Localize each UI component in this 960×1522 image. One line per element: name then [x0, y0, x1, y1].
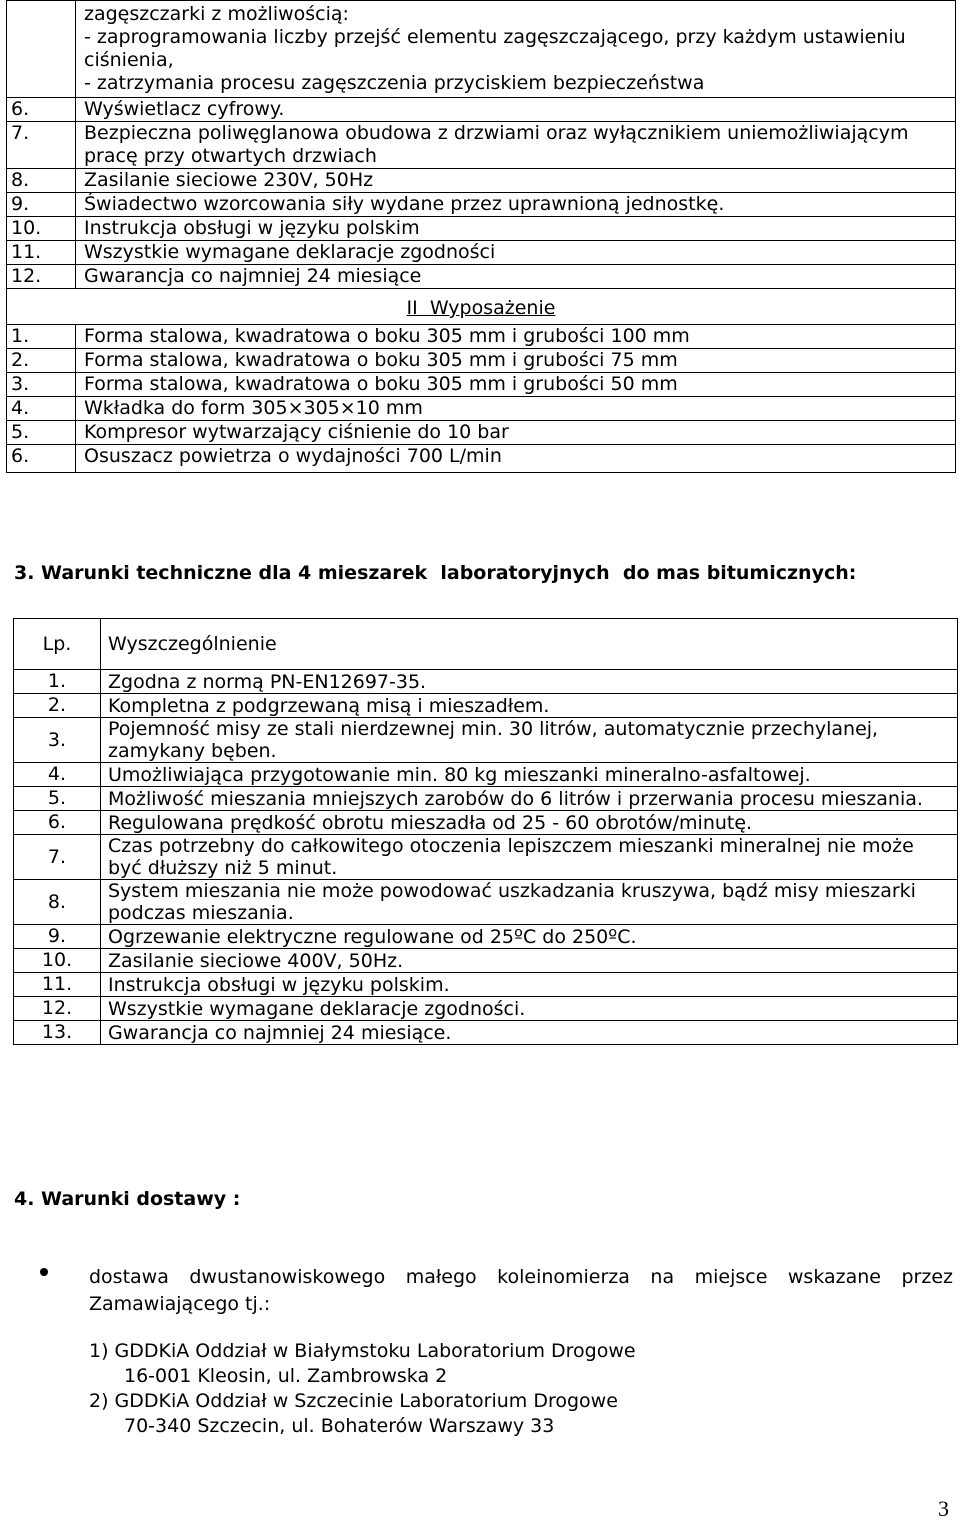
table-row — [14, 997, 958, 1021]
table-row — [7, 98, 956, 122]
table-row — [14, 835, 958, 880]
row-text: Ogrzewanie elektryczne regulowane od 25ºC do 250ºC. — [101, 925, 958, 949]
row-text: System mieszania nie może powodować uszkadzania kruszywa, bądź misy mieszarki podczas mieszania. — [101, 880, 958, 925]
continued-line: zagęszczarki z możliwością: — [84, 3, 349, 25]
row-text: Forma stalowa, kwadratowa o boku 305 mm i grubości 75 mm — [76, 349, 956, 373]
table-row — [7, 373, 956, 397]
table-row — [7, 325, 956, 349]
row-number: 6. — [7, 445, 76, 473]
row-number: 12. — [14, 997, 101, 1021]
row-number: 7. — [7, 122, 76, 169]
row-number: 10. — [14, 949, 101, 973]
continued-line: - zatrzymania procesu zagęszczenia przyciskiem bezpieczeństwa — [84, 72, 705, 94]
continued-line: - zaprogramowania liczby przejść elementu zagęszczającego, przy każdym ustawieniu ciśnienia, — [84, 26, 906, 71]
table-row — [14, 973, 958, 997]
row-text: Wszystkie wymagane deklaracje zgodności — [76, 241, 956, 265]
row-number: 4. — [7, 397, 76, 421]
row-text: Forma stalowa, kwadratowa o boku 305 mm i grubości 100 mm — [76, 325, 956, 349]
table-row — [14, 718, 958, 763]
table-row — [14, 880, 958, 925]
row-number: 1. — [7, 325, 76, 349]
table-header-row — [14, 619, 958, 670]
header-description: Wyszczególnienie — [101, 619, 958, 670]
row-number: 2. — [7, 349, 76, 373]
mixer-requirements-table — [13, 618, 958, 1045]
row-number: 3. — [7, 373, 76, 397]
table-row — [7, 1, 956, 98]
table-row — [7, 193, 956, 217]
section-heading: II Wyposażenie — [406, 297, 556, 319]
section-4-heading: 4. Warunki dostawy : — [14, 1188, 241, 1210]
bullet-dot-icon — [40, 1268, 48, 1276]
row-number: 6. — [7, 98, 76, 122]
row-text: Wszystkie wymagane deklaracje zgodności. — [101, 997, 958, 1021]
table-row — [7, 241, 956, 265]
row-number: 7. — [14, 835, 101, 880]
section-heading-row — [7, 289, 956, 325]
row-number: 13. — [14, 1021, 101, 1045]
row-text: Instrukcja obsługi w języku polskim. — [101, 973, 958, 997]
address-1-line-1: 1) GDDKiA Oddział w Białymstoku Laboratorium Drogowe — [89, 1340, 636, 1362]
row-text: Instrukcja obsługi w języku polskim — [76, 217, 956, 241]
table-row — [7, 445, 956, 473]
table-row — [14, 949, 958, 973]
row-number: 5. — [14, 787, 101, 811]
row-text: Zasilanie sieciowe 230V, 50Hz — [76, 169, 956, 193]
row-number: 6. — [14, 811, 101, 835]
row-text-cell — [76, 1, 956, 98]
delivery-bullet-text: dostawa dwustanowiskowego małego koleinomierza na miejsce wskazane przez Zamawiającego tj.: — [89, 1266, 953, 1315]
equipment-table — [6, 0, 956, 473]
header-lp: Lp. — [14, 619, 101, 670]
row-number: 5. — [7, 421, 76, 445]
row-text: Bezpieczna poliwęglanowa obudowa z drzwiami oraz wyłącznikiem uniemożliwiającym pracę przy otwartych drzwiach — [76, 122, 956, 169]
row-number: 8. — [14, 880, 101, 925]
row-number: 4. — [14, 763, 101, 787]
row-text: Gwarancja co najmniej 24 miesiące — [76, 265, 956, 289]
row-text: Gwarancja co najmniej 24 miesiące. — [101, 1021, 958, 1045]
section-heading-cell — [7, 289, 956, 325]
row-number: 9. — [7, 193, 76, 217]
row-number: 11. — [14, 973, 101, 997]
row-number-cell — [7, 1, 76, 98]
table-row — [14, 694, 958, 718]
section-3-heading: 3. Warunki techniczne dla 4 mieszarek laboratoryjnych do mas bitumicznych: — [14, 562, 857, 584]
row-text: Czas potrzebny do całkowitego otoczenia lepiszczem mieszanki mineralnej nie może być dłuższy niż 5 minut. — [101, 835, 958, 880]
address-2-line-1: 2) GDDKiA Oddział w Szczecinie Laboratorium Drogowe — [89, 1390, 618, 1412]
table-row — [14, 787, 958, 811]
row-text: Wkładka do form 305×305×10 mm — [76, 397, 956, 421]
address-1-line-2: 16-001 Kleosin, ul. Zambrowska 2 — [124, 1365, 448, 1387]
row-number: 3. — [14, 718, 101, 763]
row-text: Wyświetlacz cyfrowy. — [76, 98, 956, 122]
table-row — [7, 122, 956, 169]
row-number: 8. — [7, 169, 76, 193]
row-text: Pojemność misy ze stali nierdzewnej min. 30 litrów, automatycznie przechylanej, zamykany bęben. — [101, 718, 958, 763]
table-row — [7, 169, 956, 193]
row-text: Kompresor wytwarzający ciśnienie do 10 bar — [76, 421, 956, 445]
table-row — [14, 925, 958, 949]
table-row — [7, 217, 956, 241]
row-text: Regulowana prędkość obrotu mieszadła od 25 - 60 obrotów/minutę. — [101, 811, 958, 835]
row-number: 10. — [7, 217, 76, 241]
row-text: Umożliwiająca przygotowanie min. 80 kg mieszanki mineralno-asfaltowej. — [101, 763, 958, 787]
row-text: Zgodna z normą PN-EN12697-35. — [101, 670, 958, 694]
table-row — [7, 265, 956, 289]
row-text: Forma stalowa, kwadratowa o boku 305 mm i grubości 50 mm — [76, 373, 956, 397]
row-number: 1. — [14, 670, 101, 694]
row-text: Kompletna z podgrzewaną misą i mieszadłem. — [101, 694, 958, 718]
row-text: Osuszacz powietrza o wydajności 700 L/min — [76, 445, 956, 473]
page-number: 3 — [938, 1496, 949, 1521]
row-number: 9. — [14, 925, 101, 949]
table-row — [14, 1021, 958, 1045]
row-text: Zasilanie sieciowe 400V, 50Hz. — [101, 949, 958, 973]
table-row — [7, 397, 956, 421]
table-row — [7, 421, 956, 445]
row-text: Świadectwo wzorcowania siły wydane przez uprawnioną jednostkę. — [76, 193, 956, 217]
table-row — [14, 670, 958, 694]
row-number: 11. — [7, 241, 76, 265]
address-2-line-2: 70-340 Szczecin, ul. Bohaterów Warszawy 33 — [124, 1415, 555, 1437]
row-number: 12. — [7, 265, 76, 289]
row-number: 2. — [14, 694, 101, 718]
table-row — [7, 349, 956, 373]
table-row — [14, 811, 958, 835]
table-row — [14, 763, 958, 787]
row-text: Możliwość mieszania mniejszych zarobów do 6 litrów i przerwania procesu mieszania. — [101, 787, 958, 811]
